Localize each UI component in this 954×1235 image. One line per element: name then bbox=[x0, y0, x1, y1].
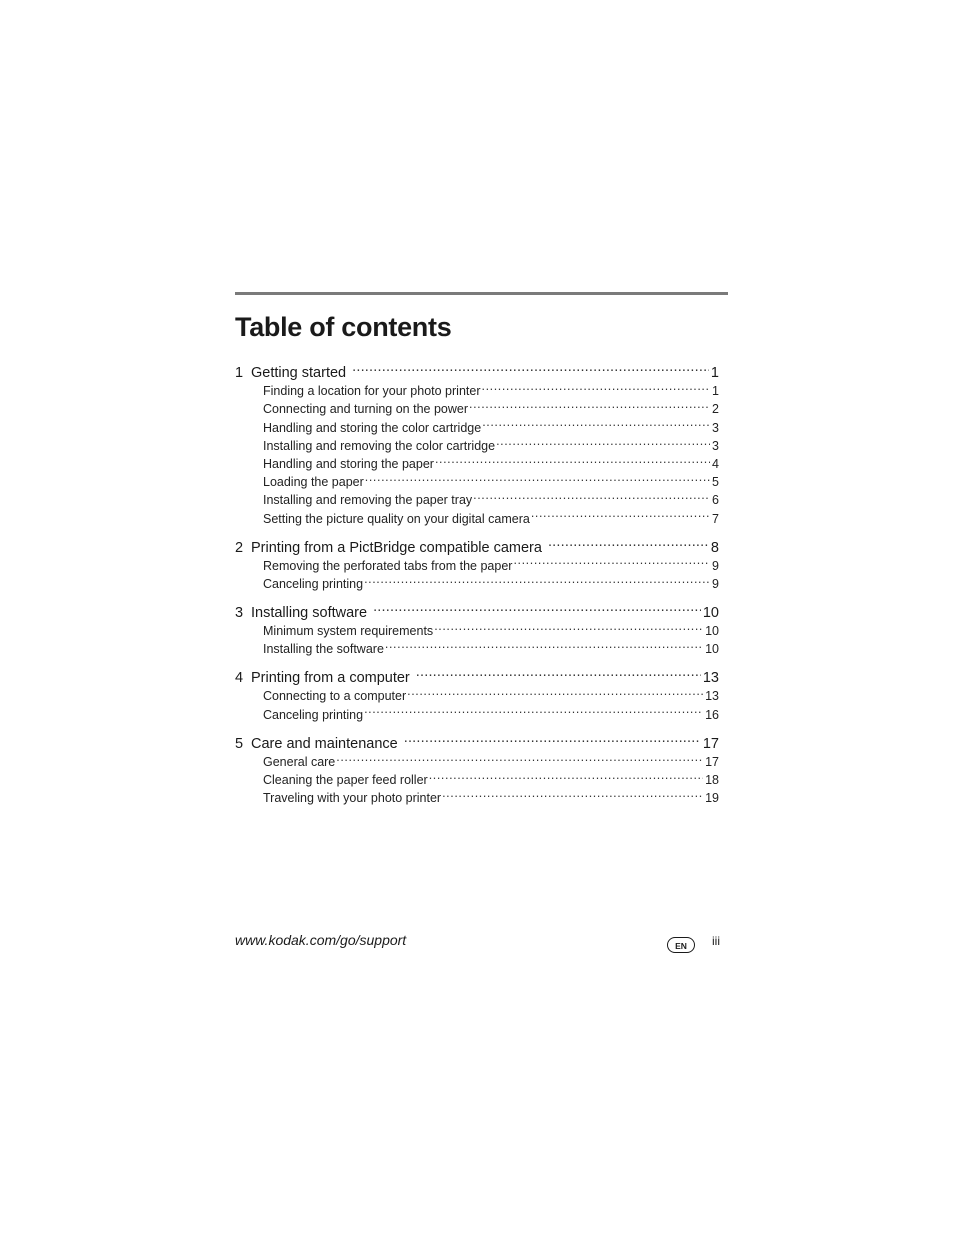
chapter-number: 4 bbox=[235, 670, 244, 687]
section-page-number: 3 bbox=[712, 438, 719, 453]
dot-leader bbox=[364, 700, 703, 718]
section-title: Installing and removing the color cartridge bbox=[263, 438, 496, 453]
dot-leader bbox=[434, 617, 703, 635]
dot-leader bbox=[336, 748, 703, 766]
section-title: Connecting and turning on the power bbox=[263, 402, 469, 417]
section-page-number: 4 bbox=[712, 456, 719, 471]
dot-leader bbox=[531, 504, 710, 522]
chapter-page-number: 1 bbox=[710, 365, 719, 381]
chapter-title: Printing from a PictBridge compatible camera bbox=[251, 539, 542, 556]
chapter-page-number: 17 bbox=[702, 735, 719, 752]
section-page-number: 1 bbox=[712, 384, 719, 399]
section-title: Handling and storing the paper bbox=[263, 456, 434, 471]
section-title: Minimum system requirements bbox=[263, 624, 434, 639]
section-title: General care bbox=[263, 754, 336, 769]
dot-leader bbox=[385, 635, 703, 653]
section-title: Traveling with your photo printer bbox=[263, 791, 442, 806]
section-page-number: 5 bbox=[712, 475, 719, 490]
dot-leader bbox=[548, 533, 709, 552]
dot-leader bbox=[513, 552, 710, 570]
section-page-number: 18 bbox=[705, 773, 719, 787]
toc-chapter-entry[interactable] bbox=[235, 598, 719, 621]
support-url: www.kodak.com/go/support bbox=[235, 932, 407, 948]
dot-leader bbox=[404, 729, 701, 748]
chapter-number: 1 bbox=[235, 365, 244, 381]
chapter-page-number: 10 bbox=[702, 604, 719, 621]
chapter-number: 5 bbox=[235, 735, 244, 752]
section-title: Canceling printing bbox=[263, 576, 364, 591]
section-title: Finding a location for your photo printer bbox=[263, 384, 481, 399]
chapter-number: 3 bbox=[235, 604, 244, 621]
dot-leader bbox=[496, 432, 710, 450]
dot-leader bbox=[442, 784, 703, 802]
section-title: Installing the software bbox=[263, 642, 384, 657]
table-of-contents bbox=[235, 358, 719, 812]
chapter-page-number: 13 bbox=[702, 670, 719, 687]
dot-leader bbox=[373, 598, 701, 617]
section-page-number: 9 bbox=[712, 576, 719, 591]
section-page-number: 3 bbox=[712, 420, 719, 435]
toc-chapter bbox=[235, 533, 719, 591]
toc-chapter bbox=[235, 358, 719, 526]
toc-chapter-entry[interactable] bbox=[235, 663, 719, 687]
section-page-number: 16 bbox=[705, 707, 719, 722]
section-title: Cleaning the paper feed roller bbox=[263, 773, 428, 787]
dot-leader bbox=[364, 570, 710, 588]
chapter-title: Care and maintenance bbox=[251, 735, 398, 752]
dot-leader bbox=[473, 486, 710, 504]
dot-leader bbox=[469, 395, 710, 413]
section-page-number: 19 bbox=[705, 791, 719, 806]
section-title: Installing and removing the paper tray bbox=[263, 493, 473, 508]
section-page-number: 10 bbox=[705, 642, 719, 657]
toc-chapter-entry[interactable] bbox=[235, 358, 719, 381]
chapter-title: Getting started bbox=[251, 365, 347, 381]
page-number: iii bbox=[712, 934, 720, 948]
dot-leader bbox=[435, 450, 710, 468]
section-page-number: 17 bbox=[705, 754, 719, 769]
dot-leader bbox=[365, 468, 710, 486]
dot-leader bbox=[429, 766, 703, 784]
section-title: Handling and storing the color cartridge bbox=[263, 420, 482, 435]
section-page-number: 13 bbox=[705, 689, 719, 704]
toc-chapter-entry[interactable] bbox=[235, 533, 719, 556]
chapter-page-number: 8 bbox=[710, 539, 719, 556]
chapter-title: Printing from a computer bbox=[251, 670, 410, 687]
section-page-number: 2 bbox=[712, 402, 719, 417]
dot-leader bbox=[482, 413, 710, 431]
chapter-title: Installing software bbox=[251, 604, 368, 621]
chapter-number: 2 bbox=[235, 539, 244, 556]
section-page-number: 7 bbox=[712, 511, 719, 526]
toc-chapter-entry[interactable] bbox=[235, 729, 719, 752]
toc-chapter bbox=[235, 598, 719, 657]
dot-leader bbox=[352, 358, 709, 377]
section-page-number: 6 bbox=[712, 493, 719, 508]
section-page-number: 10 bbox=[705, 624, 719, 639]
section-title: Setting the picture quality on your digital camera bbox=[263, 511, 530, 526]
section-title: Removing the perforated tabs from the paper bbox=[263, 558, 513, 573]
section-title: Loading the paper bbox=[263, 475, 364, 490]
page-title: Table of contents bbox=[235, 312, 452, 342]
dot-leader bbox=[482, 377, 711, 395]
toc-chapter bbox=[235, 663, 719, 722]
section-title: Connecting to a computer bbox=[263, 689, 407, 704]
section-title: Canceling printing bbox=[263, 707, 364, 722]
language-badge: EN bbox=[667, 937, 695, 953]
header-rule bbox=[235, 292, 728, 295]
toc-chapter bbox=[235, 729, 719, 806]
dot-leader bbox=[407, 682, 703, 700]
dot-leader bbox=[416, 663, 701, 682]
section-page-number: 9 bbox=[712, 558, 719, 573]
